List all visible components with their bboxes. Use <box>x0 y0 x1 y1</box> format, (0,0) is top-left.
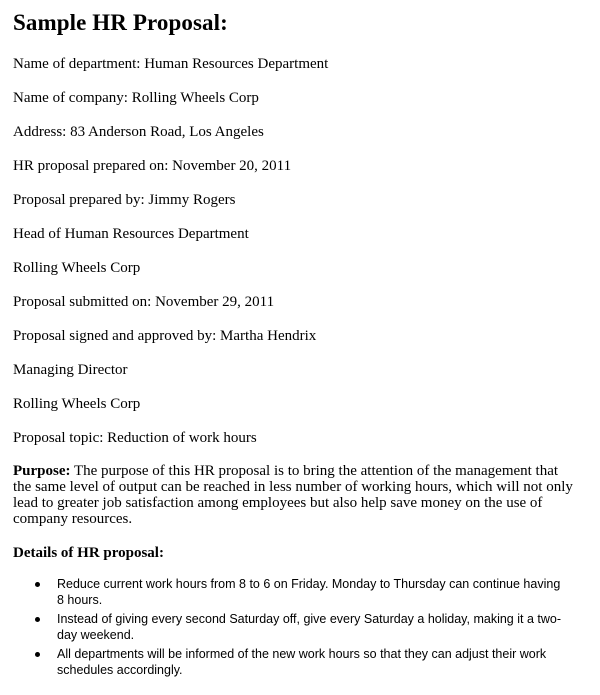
bullet-icon <box>35 652 40 657</box>
bullet-icon <box>35 617 40 622</box>
list-item <box>13 646 588 678</box>
preparer-title-line: Head of Human Resources Department <box>13 226 249 242</box>
approver-company-line: Rolling Wheels Corp <box>13 396 141 412</box>
purpose-text: The purpose of this HR proposal is to bring the attention of the management that the same level of output can be reached in less number of working hours, which will not only lead to greater job satisfaction among employees but also help save money on the use of company resources. <box>13 463 573 527</box>
purpose-paragraph <box>13 463 588 527</box>
department-line: Name of department: Human Resources Department <box>13 56 329 72</box>
list-item-text: Instead of giving every second Saturday off, give every Saturday a holiday, making it a two-day weekend. <box>57 612 561 642</box>
page-title: Sample HR Proposal: <box>13 10 228 35</box>
prepared-on-line: HR proposal prepared on: November 20, 2011 <box>13 158 292 174</box>
address-line: Address: 83 Anderson Road, Los Angeles <box>13 124 264 140</box>
document-page <box>13 0 588 681</box>
submitted-on-line: Proposal submitted on: November 29, 2011 <box>13 294 275 310</box>
preparer-company-line: Rolling Wheels Corp <box>13 260 141 276</box>
purpose-label: Purpose: <box>13 463 71 479</box>
company-line: Name of company: Rolling Wheels Corp <box>13 90 259 106</box>
approver-title-line: Managing Director <box>13 362 128 378</box>
proposal-topic-line: Proposal topic: Reduction of work hours <box>13 430 257 446</box>
details-heading: Details of HR proposal: <box>13 545 164 561</box>
list-item <box>13 576 588 608</box>
prepared-by-line: Proposal prepared by: Jimmy Rogers <box>13 192 236 208</box>
bullet-icon <box>35 582 40 587</box>
list-item-text: Reduce current work hours from 8 to 6 on Friday. Monday to Thursday can continue having 8 hours. <box>57 577 561 607</box>
list-item <box>13 611 588 643</box>
details-list <box>13 576 588 678</box>
list-item-text: All departments will be informed of the new work hours so that they can adjust their work schedules accordingly. <box>57 647 547 677</box>
approved-by-line: Proposal signed and approved by: Martha Hendrix <box>13 328 317 344</box>
